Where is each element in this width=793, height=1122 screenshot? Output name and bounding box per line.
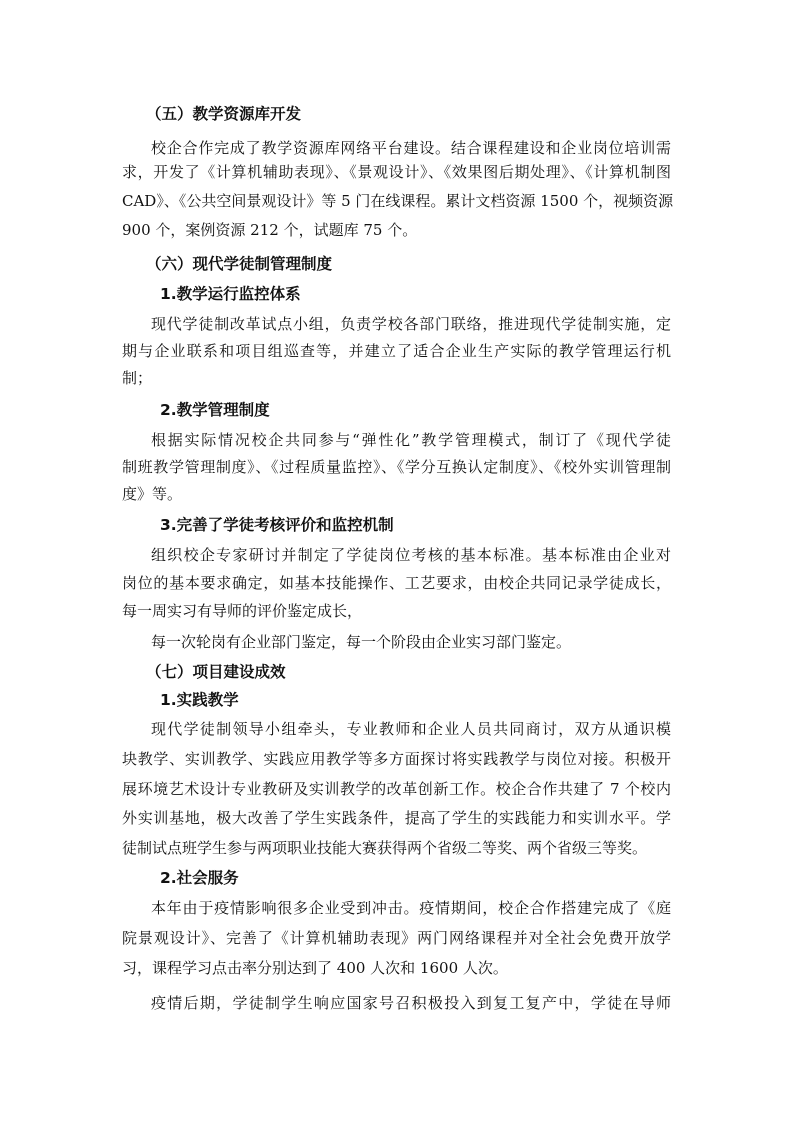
paragraph-line: 本年由于疫情影响很多企业受到冲击。疫情期间，校企合作搭建完成了《庭 [151, 899, 671, 917]
section-heading-7: （七）项目建设成效 [146, 663, 286, 681]
subsection-heading-6-1: 1.教学运行监控体系 [160, 285, 301, 303]
paragraph-line: 求，开发了《计算机辅助表现》、《景观设计》、《效果图后期处理》、《计算机制图 [122, 163, 671, 181]
paragraph-line: 岗位的基本要求确定，如基本技能操作、工艺要求，由校企共同记录学徒成长， [122, 574, 671, 592]
paragraph-line: 制班教学管理制度》、《过程质量监控》、《学分互换认定制度》、《校外实训管理制 [122, 458, 671, 476]
paragraph-line: CAD》、《公共空间景观设计》等 5 门在线课程。累计文档资源 1500 个，视频资源 [122, 192, 674, 210]
section-heading-6: （六）现代学徒制管理制度 [146, 255, 333, 273]
paragraph-line: 外实训基地，极大改善了学生实践条件，提高了学生的实践能力和实训水平。学 [122, 809, 671, 827]
subsection-heading-7-1: 1.实践教学 [160, 691, 239, 709]
section-heading-5: （五）教学资源库开发 [146, 105, 302, 123]
paragraph-line: 习，课程学习点击率分别达到了 400 人次和 1600 人次。 [122, 959, 508, 977]
paragraph-line: 期与企业联系和项目组巡查等，并建立了适合企业生产实际的教学管理运行机 [122, 342, 671, 360]
subsection-heading-6-2: 2.教学管理制度 [160, 401, 270, 419]
subsection-heading-6-3: 3.完善了学徒考核评价和监控机制 [160, 516, 394, 534]
paragraph-line: 现代学徒制改革试点小组，负责学校各部门联络，推进现代学徒制实施，定 [151, 315, 671, 333]
paragraph-line: 现代学徒制领导小组牵头，专业教师和企业人员共同商讨，双方从通识模 [151, 720, 671, 738]
paragraph-line: 根据实际情况校企共同参与“弹性化”教学管理模式，制订了《现代学徒 [151, 431, 671, 449]
paragraph-line: 校企合作完成了教学资源库网络平台建设。结合课程建设和企业岗位培训需 [151, 139, 671, 157]
paragraph-line: 每一次轮岗有企业部门鉴定，每一个阶段由企业实习部门鉴定。 [151, 633, 572, 651]
paragraph-line: 徒制试点班学生参与两项职业技能大赛获得两个省级二等奖、两个省级三等奖。 [122, 839, 648, 857]
paragraph-line: 每一周实习有导师的评价鉴定成长， [122, 602, 363, 620]
paragraph-line: 展环境艺术设计专业教研及实训教学的改革创新工作。校企合作共建了 7 个校内 [122, 780, 671, 798]
paragraph-line: 900 个，案例资源 212 个，试题库 75 个。 [122, 221, 418, 239]
paragraph-line: 度》等。 [122, 485, 183, 503]
paragraph-line: 组织校企专家研讨并制定了学徒岗位考核的基本标准。基本标准由企业对 [151, 546, 671, 564]
paragraph-line: 制； [122, 369, 153, 387]
subsection-heading-7-2: 2.社会服务 [160, 869, 239, 887]
paragraph-line: 院景观设计》、完善了《计算机辅助表现》两门网络课程并对全社会免费开放学 [122, 929, 671, 947]
paragraph-line: 疫情后期，学徒制学生响应国家号召积极投入到复工复产中，学徒在导师 [151, 994, 671, 1012]
paragraph-line: 块教学、实训教学、实践应用教学等多方面探讨将实践教学与岗位对接。积极开 [122, 750, 671, 768]
